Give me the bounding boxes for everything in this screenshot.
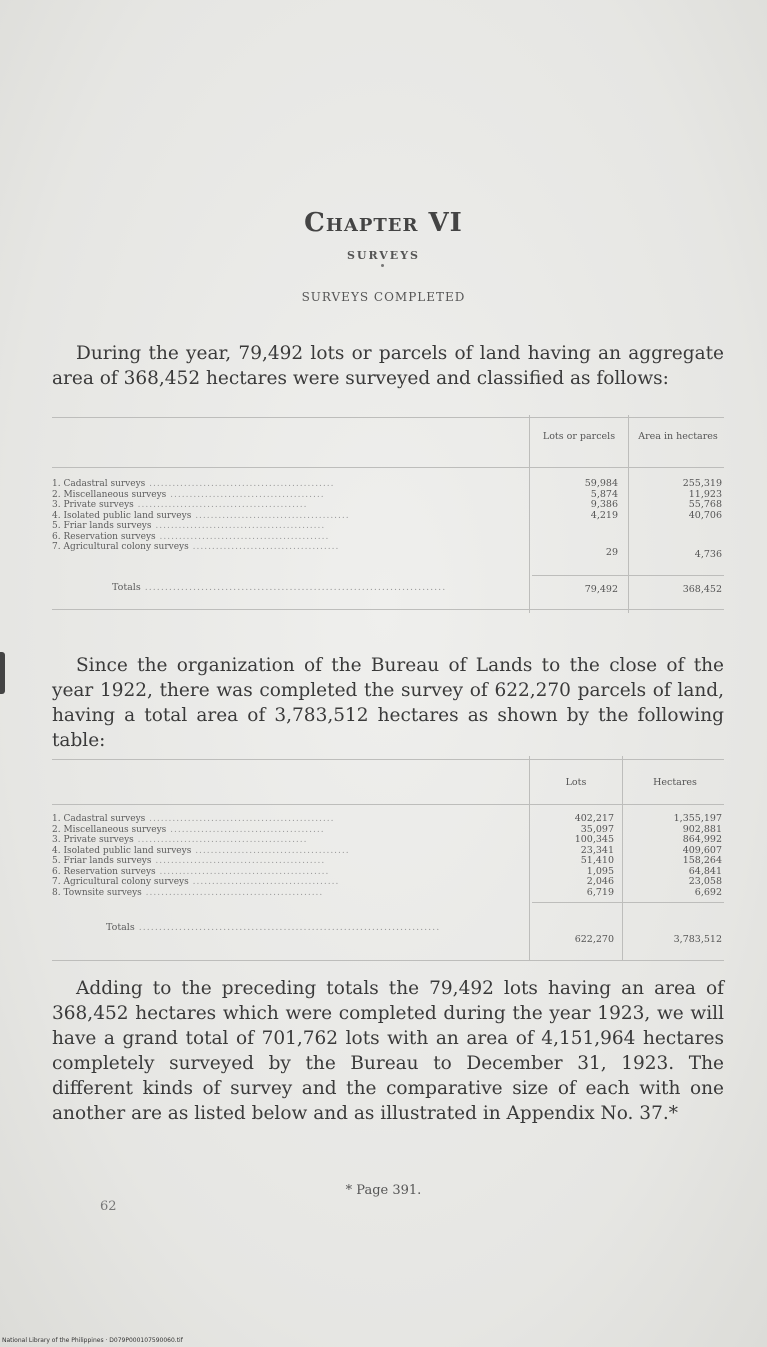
table1-row: 6. Reservation surveys [52, 531, 156, 542]
table1-row: 4. Isolated public land surveys [52, 510, 192, 521]
lots-value: 23,341 [580, 844, 614, 856]
table2-row: 3. Private surveys [52, 835, 134, 845]
col-header-lots: Lots or parcels [542, 431, 616, 442]
lots-value: 2,046 [586, 876, 614, 887]
area-value: 11,923 [688, 488, 722, 500]
lots-value: 29 [605, 547, 618, 558]
table1-total-label: Totals ........................................................................... [112, 582, 447, 593]
hectares-value: 158,264 [682, 855, 722, 866]
surveys-cumulative-table: Lots Hectares 1. Cadastral surveys ................................................ 2. Miscellaneous surveys ........................................ 3. Private surveys ............................................ 4. Isolated public land surveys ........................................ 5. Friar lands surveys ............................................ 6. Reservation surveys ............................................ 7. Agricultural colony surveys ...................................... 8. Townsite surveys .............................................. 402,217 35,097 100,345 23,341 51,410 1,095 2,046 6,719 1,355,197 902,881 864,992 409,607 158,264 64,841 23,058 6,692 Totals ........................................................................... 622,270 3,783,512 [52, 756, 724, 961]
section-subheading: SURVEYS COMPLETED [301, 290, 466, 304]
lots-value: 5,874 [590, 488, 618, 500]
total-lots: 79,492 [584, 584, 618, 595]
paragraph-2: Since the organization of the Bureau of Lands to the close of the year 1922, there was completed the survey of 622,270 parcels of land, having a total area of 3,783,512 hectares as shown by the following table: [52, 654, 724, 751]
area-value: 255,319 [682, 478, 722, 489]
paragraph-1: During the year, 79,492 lots or parcels of land having an aggregate area of 368,452 hectares were surveyed and classified as follows: [52, 342, 724, 389]
paragraph-3: Adding to the preceding totals the 79,492 lots having an area of 368,452 hectares which were completed during the year 1923, we will have a grand total of 701,762 lots with an area of 4,151,964 hectares completely surveyed by the Bureau to December 31, 1923. The different kinds of survey and the comparative size of each with one another are as listed below and as illustrated in Appendix No. 37.* [52, 977, 724, 1124]
lots-value: 6,719 [586, 886, 614, 898]
table1-row: 5. Friar lands surveys [52, 521, 152, 531]
surveys-1923-table: Lots or parcels Area in hectares 1. Cadastral surveys ................................................ 2. Miscellaneous surveys ........................................ 3. Private surveys ............................................ 4. Isolated public land surveys ........................................ 5. Friar lands surveys ............................................ 6. Reservation surveys ............................................ 7. Agricultural colony surveys ...................................... 59,984 5,874 9,386 4,219 29 255,319 11,923 55,768 40,706 4,736 Totals ........................................................................... 79,492 368,452 [52, 415, 724, 615]
lots-value: 9,386 [590, 499, 618, 510]
lots-value: 51,410 [580, 855, 614, 866]
lots-value: 35,097 [580, 823, 614, 835]
table1-row: 3. Private surveys [52, 500, 134, 510]
table2-row: 8. Townsite surveys [52, 887, 142, 898]
table2-row: 1. Cadastral surveys [52, 814, 146, 824]
hectares-value: 23,058 [688, 876, 722, 887]
scan-credit: National Library of the Philippines · D079P000107590060.tif [2, 1337, 183, 1344]
table2-total-label: Totals ........................................................................... [106, 922, 441, 933]
lots-value: 100,345 [574, 834, 614, 845]
total-hectares: 3,783,512 [673, 934, 722, 945]
total-lots: 622,270 [574, 934, 614, 945]
lots-value: 402,217 [574, 813, 614, 824]
page-number: 62 [100, 1199, 117, 1214]
table2-row: 6. Reservation surveys [52, 866, 156, 877]
hectares-value: 64,841 [688, 865, 722, 877]
hectares-value: 864,992 [682, 834, 722, 845]
table1-row: 2. Miscellaneous surveys [52, 489, 167, 500]
col-header-lots: Lots [565, 777, 587, 788]
table1-row: 7. Agricultural colony surveys [52, 542, 189, 552]
table2-row: 7. Agricultural colony surveys [52, 877, 189, 887]
hectares-value: 902,881 [682, 823, 722, 835]
area-value: 40,706 [688, 509, 722, 521]
hectares-value: 6,692 [694, 886, 722, 898]
area-value: 4,736 [694, 549, 722, 560]
footnote: * Page 391. [345, 1183, 422, 1198]
table2-row: 4. Isolated public land surveys [52, 845, 192, 856]
section-heading: SURVEYS [346, 249, 420, 262]
table2-row: 5. Friar lands surveys [52, 856, 152, 866]
table1-row: 1. Cadastral surveys [52, 479, 146, 489]
col-header-area: Area in hectares [638, 431, 718, 442]
chapter-title: Chapter VI [304, 208, 463, 238]
lots-value: 4,219 [590, 509, 618, 521]
binding-mark [0, 652, 5, 694]
hectares-value: 1,355,197 [673, 813, 722, 824]
heading-dot [381, 264, 384, 267]
total-area: 368,452 [682, 584, 722, 595]
hectares-value: 409,607 [682, 844, 722, 856]
table2-row: 2. Miscellaneous surveys [52, 824, 167, 835]
lots-value: 1,095 [586, 865, 614, 877]
area-value: 55,768 [688, 499, 722, 510]
col-header-hectares: Hectares [653, 777, 697, 788]
lots-value: 59,984 [584, 478, 618, 489]
